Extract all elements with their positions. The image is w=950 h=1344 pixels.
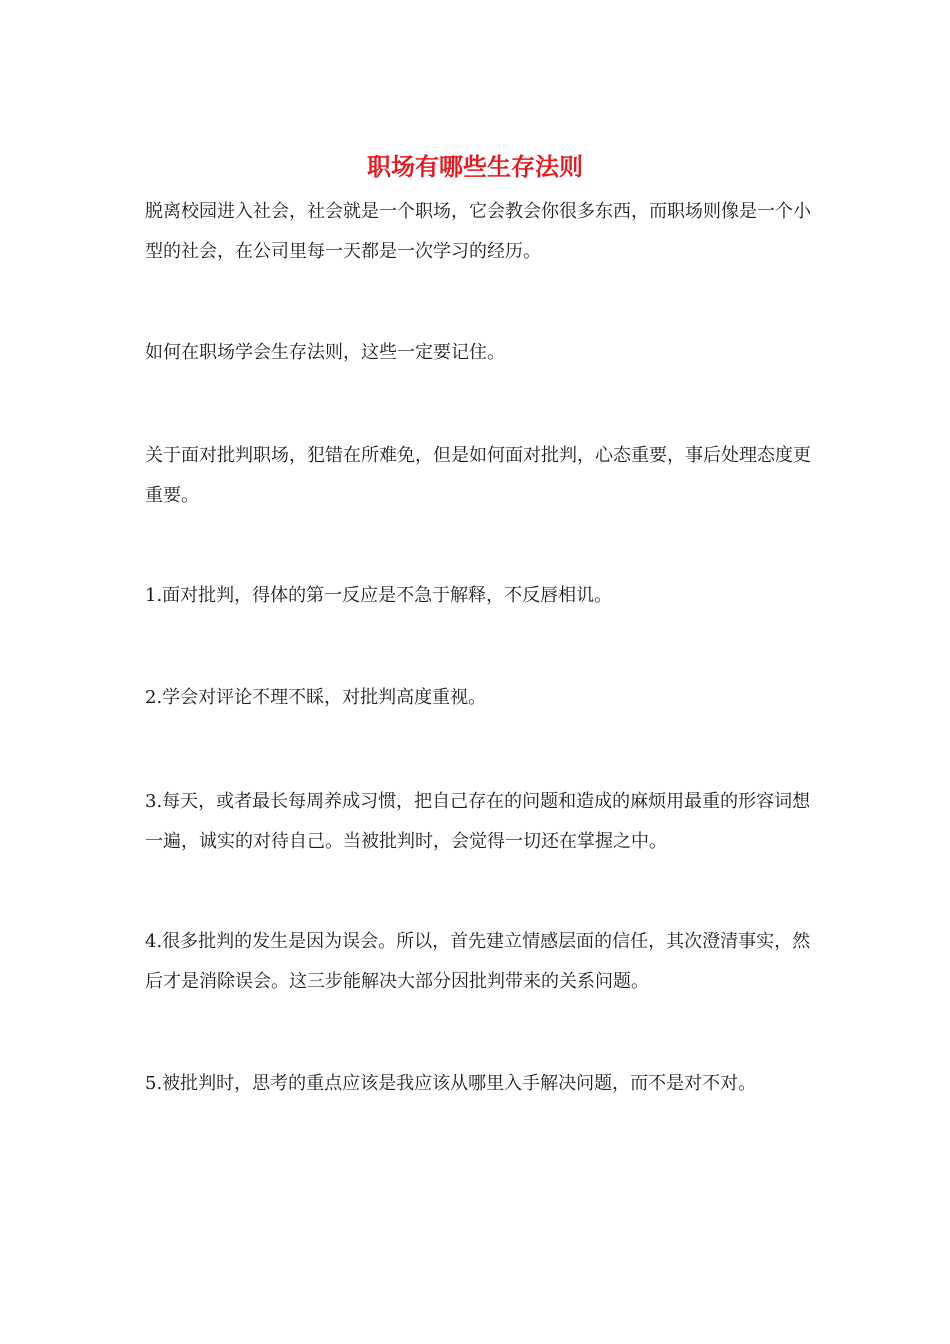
paragraph-how: 如何在职场学会生存法则，这些一定要记住。	[145, 342, 505, 363]
paragraph-intro: 脱离校园进入社会，社会就是一个职场，它会教会你很多东西，而职场则像是一个小型的社会，在公司里每一天都是一次学习的经历。	[145, 201, 811, 262]
paragraph-about: 关于面对批判职场，犯错在所难免，但是如何面对批判，心态重要，事后处理态度更重要。	[145, 445, 811, 506]
list-item-1: 1.面对批判，得体的第一反应是不急于解释，不反唇相讥。	[145, 585, 613, 606]
list-item-3: 3.每天，或者最长每周养成习惯，把自己存在的问题和造成的麻烦用最重的形容词想一遍，诚实的对待自己。当被批判时，会觉得一切还在掌握之中。	[145, 791, 811, 852]
list-item-5: 5.被批判时，思考的重点应该是我应该从哪里入手解决问题，而不是对不对。	[145, 1073, 757, 1094]
list-item-4: 4.很多批判的发生是因为误会。所以，首先建立情感层面的信任，其次澄清事实，然后才是消除误会。这三步能解决大部分因批判带来的关系问题。	[145, 931, 811, 992]
document-title: 职场有哪些生存法则	[367, 153, 583, 181]
list-item-2: 2.学会对评论不理不睬，对批判高度重视。	[145, 687, 487, 708]
